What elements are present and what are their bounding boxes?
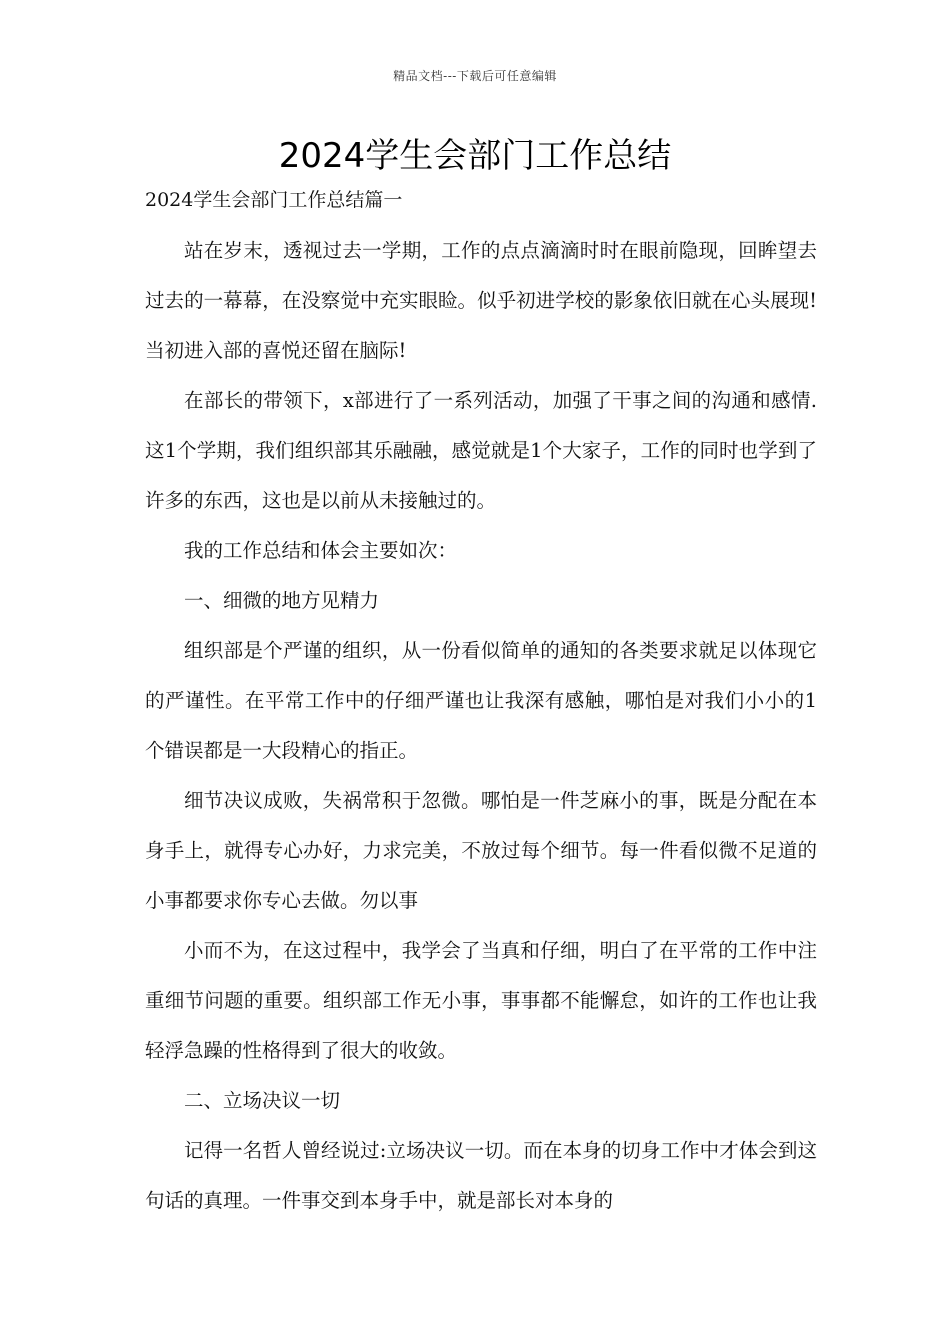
paragraph: 在部长的带领下，x部进行了一系列活动，加强了干事之间的沟通和感情.这1个学期，我们组织部其乐融融，感觉就是1个大家子，工作的同时也学到了许多的东西，这也是以前从未接触过的。 [145, 389, 817, 512]
document-body [145, 226, 817, 1226]
header-note: 精品文档---下载后可任意编辑 [393, 69, 557, 83]
paragraph: 组织部是个严谨的组织，从一份看似简单的通知的各类要求就足以体现它的严谨性。在平常工作中的仔细严谨也让我深有感触，哪怕是对我们小小的1个错误都是一大段精心的指正。 [145, 639, 817, 762]
paragraph: 记得一名哲人曾经说过:立场决议一切。而在本身的切身工作中才体会到这句话的真理。一件事交到本身手中，就是部长对本身的 [145, 1139, 817, 1212]
document-subtitle: 2024学生会部门工作总结篇一 [145, 189, 403, 211]
section-heading: 一、细微的地方见精力 [184, 589, 380, 612]
paragraph: 小而不为，在这过程中，我学会了当真和仔细，明白了在平常的工作中注重细节问题的重要。组织部工作无小事，事事都不能懈怠，如许的工作也让我轻浮急躁的性格得到了很大的收敛。 [145, 939, 817, 1062]
section-heading: 二、立场决议一切 [184, 1089, 341, 1112]
paragraph: 我的工作总结和体会主要如次： [184, 539, 458, 562]
paragraph: 细节决议成败，失祸常积于忽微。哪怕是一件芝麻小的事，既是分配在本身手上，就得专心办好，力求完美，不放过每个细节。每一件看似微不足道的小事都要求你专心去做。勿以事 [145, 789, 817, 912]
paragraph: 站在岁末，透视过去一学期，工作的点点滴滴时时在眼前隐现，回眸望去过去的一幕幕，在没察觉中充实眼睑。似乎初进学校的影象依旧就在心头展现!当初进入部的喜悦还留在脑际! [145, 239, 817, 362]
document-title: 2024学生会部门工作总结 [278, 136, 672, 176]
